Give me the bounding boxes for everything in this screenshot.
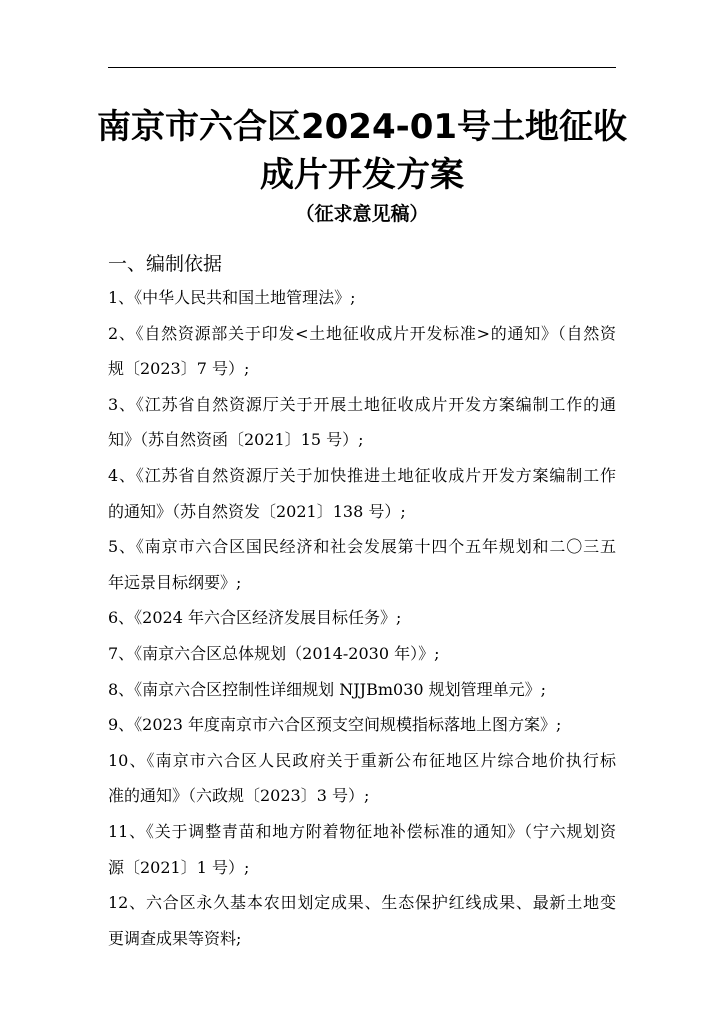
basis-line: 9、《2023 年度南京市六合区预支空间规模指标落地上图方案》; xyxy=(108,715,562,735)
basis-line: 8、《南京六合区控制性详细规划 NJJBm030 规划管理单元》; xyxy=(108,679,547,699)
basis-line: 4、《江苏省自然资源厅关于加快推进土地征收成片开发方案编制工作 xyxy=(108,465,616,485)
basis-line: 知》（苏自然资函〔2021〕15 号）; xyxy=(108,430,364,450)
basis-line: 3、《江苏省自然资源厅关于开展土地征收成片开发方案编制工作的通 xyxy=(108,394,616,414)
basis-line: 源〔2021〕1 号）; xyxy=(108,857,250,877)
document-title-line-2: 成片开发方案 xyxy=(260,155,464,195)
header-rule xyxy=(108,67,616,68)
basis-line: 11、《关于调整青苗和地方附着物征地补偿标准的通知》（宁六规划资 xyxy=(108,821,616,841)
basis-line: 12、六合区永久基本农田划定成果、生态保护红线成果、最新土地变 xyxy=(108,893,616,913)
document-title-line-1: 南京市六合区2024-01号土地征收 xyxy=(96,107,628,147)
basis-line: 10、《南京市六合区人民政府关于重新公布征地区片综合地价执行标 xyxy=(108,750,616,770)
basis-line: 6、《2024 年六合区经济发展目标任务》; xyxy=(108,608,402,628)
basis-line: 准的通知》（六政规〔2023〕3 号）; xyxy=(108,786,370,806)
basis-line: 年远景目标纲要》; xyxy=(108,572,242,592)
basis-line: 更调查成果等资料; xyxy=(108,928,242,948)
basis-line: 的通知》（苏自然资发〔2021〕138 号）; xyxy=(108,501,406,521)
basis-line: 规〔2023〕7 号）; xyxy=(108,359,250,379)
basis-list xyxy=(108,280,616,956)
basis-line: 1、《中华人民共和国土地管理法》; xyxy=(108,288,356,307)
basis-line: 5、《南京市六合区国民经济和社会发展第十四个五年规划和二〇三五 xyxy=(108,537,616,557)
basis-line: 7、《南京六合区总体规划（2014-2030 年）》; xyxy=(108,643,440,663)
document-subtitle: （征求意见稿） xyxy=(295,203,429,225)
section-heading-basis: 一、编制依据 xyxy=(108,253,223,275)
basis-line: 2、《自然资源部关于印发<土地征收成片开发标准>的通知》（自然资 xyxy=(108,323,616,343)
